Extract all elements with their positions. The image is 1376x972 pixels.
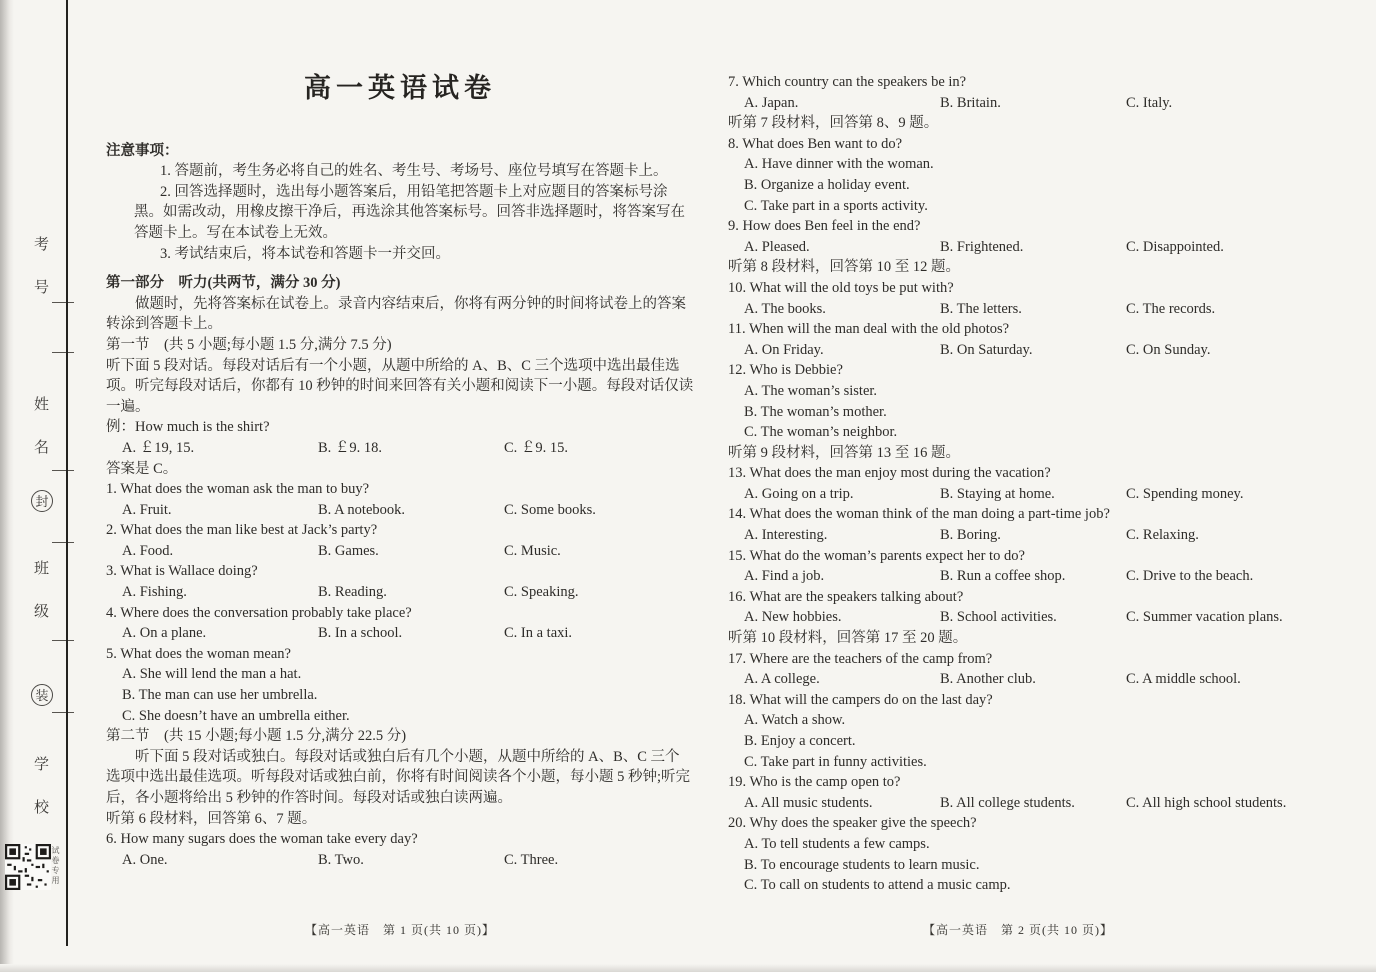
question-block (728, 813, 1308, 895)
fill-in-line (52, 470, 74, 471)
text-line: 第一节 (共 5 小题;每小题 1.5 分,满分 7.5 分) (106, 336, 392, 353)
option: C. In a taxi. (504, 625, 573, 642)
option: B. ￡9. 18. (318, 439, 383, 456)
option: A. All music students. (744, 794, 873, 811)
options (106, 664, 694, 726)
option: B. Reading. (318, 584, 387, 601)
option: C. She doesn’t have an umbrella either. (122, 707, 350, 724)
option: C. Take part in a sports activity. (744, 197, 928, 214)
question-block (728, 587, 1308, 628)
option: C. ￡9. 15. (504, 439, 569, 456)
paper-title: 高一英语试卷 (304, 73, 496, 103)
text-line: 答案是 C。 (106, 460, 178, 477)
options (728, 340, 1308, 361)
question-stem: 12. Who is Debbie? (728, 362, 843, 379)
option: A. A college. (744, 671, 820, 688)
question-stem: 8. What does Ben want to do? (728, 135, 903, 152)
text-line: 1. 答题前，考生务必将自己的姓名、考生号、考场号、座位号填写在答题卡上。 (160, 163, 668, 180)
text-line: 3. 考试结束后，将本试卷和答题卡一并交回。 (160, 245, 450, 262)
option: A. Watch a show. (744, 712, 846, 729)
option: A. She will lend the man a hat. (122, 666, 302, 683)
question-stem: 16. What are the speakers talking about? (728, 588, 964, 605)
options (728, 566, 1308, 587)
exam-number-label: 考 号 (32, 236, 48, 306)
option: C. Disappointed. (1126, 238, 1224, 255)
section-heading: 第一部分 听力(共两节，满分 30 分) (106, 275, 341, 292)
text-line: 2. 回答选择题时，选出每小题答案后，用铅笔把答题卡上对应题目的答案标号涂黑。如需改动，用橡皮擦干净后，再选涂其他答案标号。回答非选择题时，将答案写在答题卡上。写在本试卷上无效。 (134, 183, 685, 241)
options (106, 500, 694, 521)
option: A. New hobbies. (744, 609, 842, 626)
question-block (728, 360, 1308, 442)
question-block (106, 603, 694, 644)
option: B. A notebook. (318, 501, 406, 518)
question-stem: 14. What does the woman think of the man doing a part-time job? (728, 506, 1110, 523)
binding-fold-line (66, 0, 68, 946)
question-block (728, 690, 1308, 772)
page-2-footer: 【高一英语 第 2 页(共 10 页)】 (923, 923, 1113, 937)
question-stem: 17. Where are the teachers of the camp from? (728, 650, 993, 667)
option: C. Speaking. (504, 584, 579, 601)
fill-in-line (52, 352, 74, 353)
option: B. Britain. (940, 94, 1001, 111)
option: C. A middle school. (1126, 671, 1241, 688)
option: B. Enjoy a concert. (744, 733, 856, 749)
option: A. Fishing. (122, 584, 187, 601)
options (728, 237, 1308, 258)
option: B. The woman’s mother. (744, 403, 887, 420)
option: C. Spending money. (1126, 485, 1244, 502)
text-line: 例：How much is the shirt? (106, 419, 270, 436)
option: A. Find a job. (744, 568, 825, 585)
question-stem: 18. What will the campers do on the last day? (728, 691, 993, 708)
option: B. Frightened. (940, 238, 1024, 255)
option: C. Some books. (504, 501, 596, 518)
option: C. To call on students to attend a music camp. (744, 877, 1011, 894)
qr-caption: 试卷专用 (51, 846, 60, 886)
text-line: 第二节 (共 15 小题;每小题 1.5 分,满分 22.5 分) (106, 728, 407, 745)
question-block (728, 319, 1308, 360)
options (106, 541, 694, 562)
option: A. Pleased. (744, 238, 810, 255)
options (728, 93, 1308, 114)
option: B. Another club. (940, 671, 1036, 688)
options (106, 850, 694, 871)
seal-character: 装 (31, 684, 53, 706)
question-block (106, 561, 694, 602)
text-line: 听下面 5 段对话。每段对话后有一个小题，从题中所给的 A、B、C 三个选项中选出最佳选项。听完每段对话后，你都有 10 秒钟的时间来回答有关小题和阅读下一小题。每段对话仅读一遍。 (106, 357, 694, 415)
text-line: 听第 9 段材料，回答第 13 至 16 题。 (728, 444, 960, 461)
fill-in-line (52, 640, 74, 641)
option: C. Relaxing. (1126, 527, 1199, 544)
option: C. The woman’s neighbor. (744, 424, 898, 441)
option: C. Summer vacation plans. (1126, 609, 1283, 626)
options (106, 623, 694, 644)
qr-code (5, 844, 51, 890)
option: B. To encourage students to learn music. (744, 856, 980, 873)
page-2-column (728, 72, 1308, 896)
option: C. Drive to the beach. (1126, 568, 1254, 585)
option: A. To tell students a few camps. (744, 835, 930, 852)
option: A. On a plane. (122, 625, 207, 642)
options (728, 793, 1308, 814)
question-block (728, 216, 1308, 257)
question-block (728, 72, 1308, 113)
question-block (728, 546, 1308, 587)
options (728, 484, 1308, 505)
question-stem: 19. Who is the camp open to? (728, 774, 901, 791)
option: C. The records. (1126, 300, 1216, 317)
example-options (106, 438, 694, 459)
option: A. Japan. (744, 94, 799, 111)
options (728, 154, 1308, 216)
option: A. Going on a trip. (744, 485, 854, 502)
question-stem: 10. What will the old toys be put with? (728, 279, 954, 296)
question-block (106, 520, 694, 561)
option: B. School activities. (940, 609, 1057, 626)
option: A. Interesting. (744, 527, 828, 544)
option: A. One. (122, 851, 168, 868)
text-line: 听第 7 段材料，回答第 8、9 题。 (728, 115, 939, 132)
option: A. ￡19, 15. (122, 439, 195, 456)
options (728, 299, 1308, 320)
question-stem: 1. What does the woman ask the man to buy? (106, 481, 370, 498)
question-block (728, 278, 1308, 319)
option: B. Organize a holiday event. (744, 176, 910, 193)
text-line: 听下面 5 段对话或独白。每段对话或独白后有几个小题，从题中所给的 A、B、C 三个选项中选出最佳选项。听每段对话或独白前，你将有时间阅读各个小题，每小题 5 秒钟;听完后，各小题将给出 5 秒钟的作答时间。每段对话或独白读两遍。 (106, 748, 691, 806)
question-block (728, 649, 1308, 690)
question-stem: 5. What does the woman mean? (106, 645, 291, 662)
question-block (728, 463, 1308, 504)
options (106, 438, 694, 459)
fill-in-line (52, 542, 74, 543)
option: B. Staying at home. (940, 485, 1055, 502)
question-stem: 15. What do the woman’s parents expect her to do? (728, 547, 1025, 564)
seal-character: 封 (31, 490, 53, 512)
question-stem: 3. What is Wallace doing? (106, 563, 258, 580)
binding-strip (0, 0, 66, 972)
option: C. All high school students. (1126, 794, 1287, 811)
option: B. The letters. (940, 300, 1022, 317)
options (728, 834, 1308, 896)
option: A. On Friday. (744, 341, 824, 358)
option: B. Two. (318, 851, 364, 868)
options (728, 710, 1308, 772)
option: B. Run a coffee shop. (940, 568, 1066, 585)
page-1-column (106, 73, 694, 870)
page-1-content (106, 141, 694, 871)
option: C. On Sunday. (1126, 341, 1211, 358)
question-stem: 13. What does the man enjoy most during the vacation? (728, 465, 1051, 482)
options (728, 381, 1308, 443)
question-block (106, 479, 694, 520)
question-stem: 11. When will the man deal with the old photos? (728, 321, 1010, 338)
option: B. In a school. (318, 625, 403, 642)
text-line: 听第 10 段材料，回答第 17 至 20 题。 (728, 630, 968, 647)
question-block (106, 644, 694, 726)
options (728, 669, 1308, 690)
question-stem: 4. Where does the conversation probably take place? (106, 604, 412, 621)
question-stem: 9. How does Ben feel in the end? (728, 218, 921, 235)
option: B. All college students. (940, 794, 1075, 811)
option: B. Games. (318, 542, 379, 559)
option: A. Have dinner with the woman. (744, 156, 934, 173)
text-line: 注意事项： (106, 142, 179, 159)
options (728, 525, 1308, 546)
options (106, 582, 694, 603)
school-label: 学 校 (32, 756, 48, 826)
text-line: 听第 6 段材料，回答第 6、7 题。 (106, 810, 317, 827)
option: C. Italy. (1126, 94, 1173, 111)
option: A. Food. (122, 542, 174, 559)
option: A. The woman’s sister. (744, 382, 878, 399)
page-bottom-shadow (0, 964, 1376, 972)
option: B. Boring. (940, 527, 1001, 544)
question-stem: 20. Why does the speaker give the speech? (728, 815, 977, 832)
question-block (728, 504, 1308, 545)
fill-in-line (52, 302, 74, 303)
question-stem: 7. Which country can the speakers be in? (728, 74, 967, 90)
option: A. The books. (744, 300, 826, 317)
fill-in-line (52, 712, 74, 713)
option: C. Music. (504, 542, 561, 559)
option: C. Three. (504, 851, 559, 868)
class-label: 班 级 (32, 560, 48, 630)
question-stem: 2. What does the man like best at Jack’s party? (106, 522, 378, 539)
option: C. Take part in funny activities. (744, 753, 927, 770)
student-name-label: 姓 名 (32, 396, 48, 466)
text-line: 听第 8 段材料，回答第 10 至 12 题。 (728, 259, 960, 276)
page-2-content (728, 72, 1308, 896)
question-block (728, 772, 1308, 813)
options (728, 607, 1308, 628)
option: B. On Saturday. (940, 341, 1033, 358)
question-block (728, 134, 1308, 216)
question-stem: 6. How many sugars does the woman take every day? (106, 831, 418, 848)
option: B. The man can use her umbrella. (122, 687, 318, 704)
page-1-footer: 【高一英语 第 1 页(共 10 页)】 (305, 923, 495, 937)
option: A. Fruit. (122, 501, 172, 518)
text-line: 做题时，先将答案标在试卷上。录音内容结束后，你将有两分钟的时间将试卷上的答案转涂到答题卡上。 (106, 295, 686, 333)
question-block (106, 829, 694, 870)
